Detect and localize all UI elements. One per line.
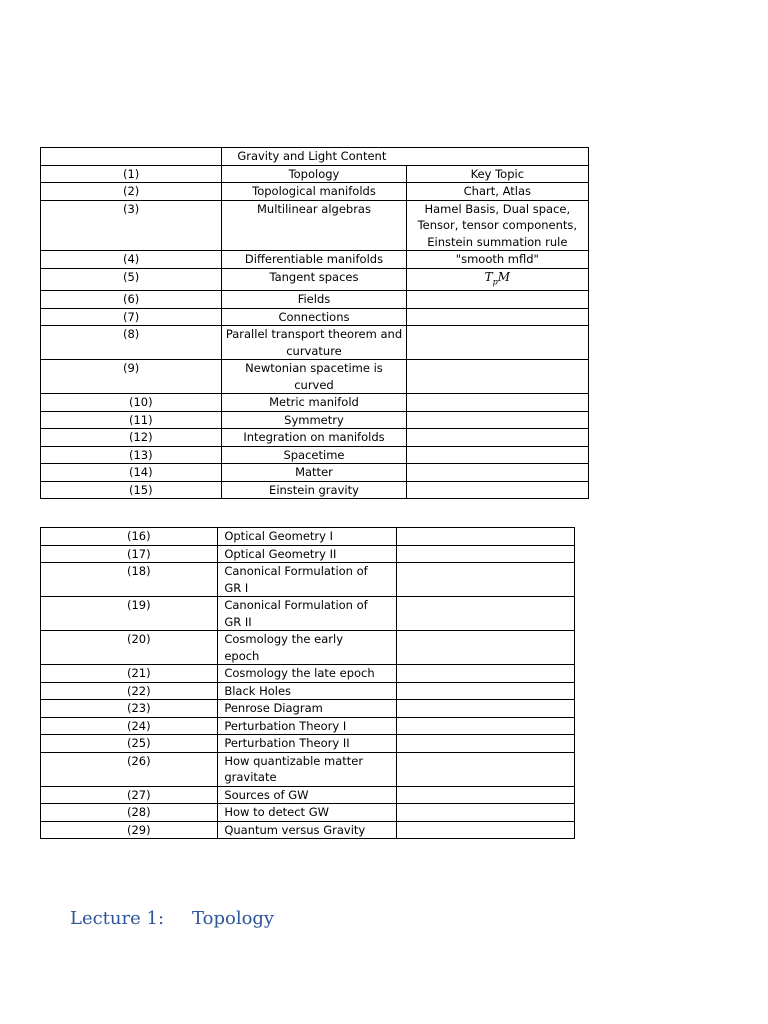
key-topic [396,821,574,839]
contents-table [40,147,589,499]
table-row [41,464,589,482]
table-row [41,165,589,183]
table-title: Gravity and Light Content [222,148,589,166]
lecture-topic: Canonical Formulation of GR I [218,563,396,597]
lecture-heading [70,908,274,929]
lecture-topic: Sources of GW [218,786,396,804]
table-row [41,308,589,326]
lecture-topic: How to detect GW [218,804,396,822]
table-row [41,804,575,822]
table-row [41,631,575,665]
table-row [41,251,589,269]
lecture-number: (21) [41,665,218,683]
table-row [41,326,589,360]
key-topic [396,563,574,597]
lecture-topic: Connections [222,308,406,326]
key-topic [396,597,574,631]
lecture-topic: Symmetry [222,411,406,429]
lecture-topic: Quantum versus Gravity [218,821,396,839]
lecture-number: (10) [41,394,222,412]
table-row [41,481,589,499]
table-row [41,446,589,464]
lecture-topic: How quantizable matter gravitate [218,752,396,786]
table-row [41,268,589,291]
lecture-topic: Parallel transport theorem and curvature [222,326,406,360]
lecture-number: (9) [41,360,222,394]
lecture-number: (6) [41,291,222,309]
table-title-spacer [41,148,222,166]
key-topic [396,528,574,546]
key-topic: Chart, Atlas [406,183,588,201]
table-row [41,360,589,394]
lecture-number: (22) [41,682,218,700]
lecture-number: (12) [41,429,222,447]
lecture-topic: Topological manifolds [222,183,406,201]
key-topic [396,631,574,665]
lecture-title: Topology [192,908,275,929]
lecture-number: (11) [41,411,222,429]
table-row [41,665,575,683]
lecture-number: (8) [41,326,222,360]
lecture-number: (1) [41,165,222,183]
table-row [41,545,575,563]
formula-rest: M [497,269,511,284]
lecture-number: (28) [41,804,218,822]
key-topic [396,700,574,718]
table-row [41,752,575,786]
lecture-number: (24) [41,717,218,735]
key-topic [406,411,588,429]
lecture-number: (7) [41,308,222,326]
lecture-topic: Cosmology the early epoch [218,631,396,665]
key-topic [396,665,574,683]
lecture-topic: Canonical Formulation of GR II [218,597,396,631]
lecture-number: (18) [41,563,218,597]
key-topic [406,481,588,499]
lecture-number: (26) [41,752,218,786]
lecture-number: (2) [41,183,222,201]
table-row [41,528,575,546]
lecture-number: (19) [41,597,218,631]
lecture-topic: Perturbation Theory I [218,717,396,735]
key-topic [396,682,574,700]
lecture-topic: Integration on manifolds [222,429,406,447]
lecture-number: (25) [41,735,218,753]
lecture-label: Lecture 1: [70,908,165,929]
key-topic [396,804,574,822]
lecture-number: (17) [41,545,218,563]
lecture-topic: Topology [222,165,406,183]
table-row [41,563,575,597]
formula-base: T [484,269,493,284]
lecture-number: (14) [41,464,222,482]
table-row [41,682,575,700]
lecture-number: (15) [41,481,222,499]
lecture-topic: Perturbation Theory II [218,735,396,753]
table-row [41,821,575,839]
key-topic [406,464,588,482]
key-topic [396,545,574,563]
key-topic [406,446,588,464]
key-topic [396,735,574,753]
table-title-row [41,148,589,166]
table-row [41,394,589,412]
lecture-topic: Black Holes [218,682,396,700]
lecture-number: (5) [41,268,222,291]
key-topic [396,752,574,786]
table-row [41,200,589,251]
table-row [41,735,575,753]
table-row [41,597,575,631]
tangent-space-formula [485,270,510,284]
lecture-number: (13) [41,446,222,464]
key-topic [406,291,588,309]
lecture-topic: Differentiable manifolds [222,251,406,269]
key-topic [396,786,574,804]
lecture-topic: Optical Geometry I [218,528,396,546]
key-topic [406,394,588,412]
key-topic: Hamel Basis, Dual space, Tensor, tensor components, Einstein summation rule [406,200,588,251]
key-topic: Key Topic [406,165,588,183]
key-topic [406,268,588,291]
key-topic [406,326,588,360]
lecture-topic: Spacetime [222,446,406,464]
table-row [41,429,589,447]
lecture-topic: Optical Geometry II [218,545,396,563]
key-topic: "smooth mfld" [406,251,588,269]
lecture-topic: Einstein gravity [222,481,406,499]
lecture-number: (20) [41,631,218,665]
key-topic [406,360,588,394]
table-row [41,411,589,429]
contents-table-continued [40,527,575,839]
key-topic [406,308,588,326]
lecture-topic: Penrose Diagram [218,700,396,718]
formula-subscript: p [492,276,498,286]
table-row [41,183,589,201]
lecture-topic: Newtonian spacetime is curved [222,360,406,394]
lecture-topic: Tangent spaces [222,268,406,291]
lecture-topic: Multilinear algebras [222,200,406,251]
table-row [41,786,575,804]
lecture-number: (29) [41,821,218,839]
lecture-topic: Matter [222,464,406,482]
table-row [41,291,589,309]
table-row [41,700,575,718]
lecture-number: (27) [41,786,218,804]
lecture-number: (4) [41,251,222,269]
lecture-topic: Metric manifold [222,394,406,412]
table-row [41,717,575,735]
lecture-topic: Fields [222,291,406,309]
lecture-number: (16) [41,528,218,546]
lecture-number: (3) [41,200,222,251]
key-topic [406,429,588,447]
lecture-number: (23) [41,700,218,718]
key-topic [396,717,574,735]
lecture-topic: Cosmology the late epoch [218,665,396,683]
